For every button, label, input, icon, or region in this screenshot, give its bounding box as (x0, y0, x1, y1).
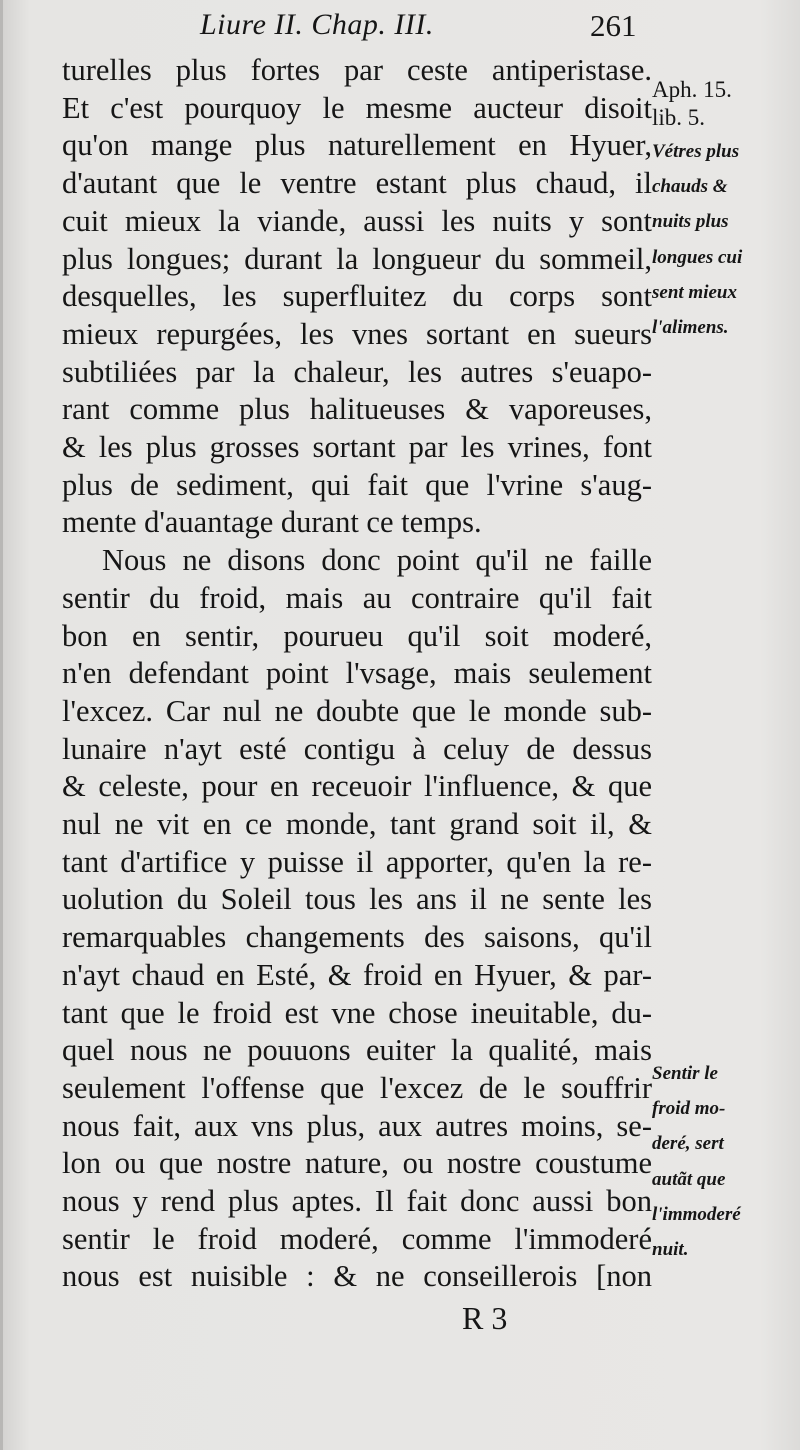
body-line: n'en defendant point l'vsage, mais seulement (62, 656, 652, 691)
margin-note-line: chauds & (652, 176, 728, 198)
catchword-signature: R 3 (462, 1300, 508, 1336)
body-line: & les plus grosses sortant par les vrines, font (62, 430, 652, 464)
body-line: uolution du Soleil tous les ans il ne sente les (62, 882, 652, 917)
margin-note-line: l'immoderé (652, 1203, 741, 1225)
running-title: Liure II. Chap. III. (200, 8, 434, 41)
body-line: tant que le froid est vne chose ineuitable, du- (62, 995, 652, 1030)
margin-note-line: Sentir le (652, 1063, 718, 1084)
body-line: mente d'auantage durant ce temps. (62, 505, 482, 540)
margin-note-line: deré, sert (652, 1133, 724, 1155)
margin-note-line: autãt que (652, 1168, 726, 1190)
body-line: bon en sentir, pourueu qu'il soit moderé, (62, 618, 652, 653)
body-line: desquelles, les superfluitez du corps sont (62, 279, 652, 314)
body-line: rant comme plus halitueuses & vaporeuses, (62, 392, 652, 427)
margin-note-line: l'alimens. (652, 316, 729, 338)
body-line: plus de sediment, qui fait que l'vrine s'aug- (62, 467, 652, 502)
paragraph-start-line: Nous ne disons donc point qu'il ne faille (102, 543, 652, 578)
body-line: lon ou que nostre nature, ou nostre coustume (62, 1146, 652, 1181)
margin-note-line: nuits plus (652, 211, 729, 233)
margin-note-line: Vétres plus (652, 141, 740, 162)
margin-note-line: nuit. (652, 1238, 689, 1260)
body-line: qu'on mange plus naturellement en Hyuer, (62, 128, 652, 163)
body-line: turelles plus fortes par ceste antiperistase. (62, 53, 652, 87)
margin-note-line: sent mieux (652, 281, 737, 303)
body-line: nous fait, aux vns plus, aux autres moins, se- (62, 1108, 652, 1143)
body-line: remarquables changements des saisons, qu'il (62, 920, 652, 955)
body-line: nul ne vit en ce monde, tant grand soit il, & (62, 807, 652, 841)
body-line: l'excez. Car nul ne doubte que le monde sub- (62, 693, 652, 728)
body-line: sentir du froid, mais au contraire qu'il fait (62, 580, 652, 615)
body-line: Et c'est pourquoy le mesme aucteur disoit (62, 90, 652, 125)
body-line: nous est nuisible : & ne conseillerois [non (62, 1259, 652, 1294)
body-line: plus longues; durant la longueur du sommeil, (62, 241, 652, 276)
margin-note-moderate-cold (652, 1062, 797, 1273)
margin-note-line: longues cui (652, 246, 743, 268)
body-line: n'ayt chaud en Esté, & froid en Hyuer, & par- (62, 957, 652, 992)
margin-note-aphorism-reference (652, 76, 797, 132)
margin-note-winter-digestion (652, 140, 797, 351)
body-line: & celeste, pour en receuoir l'influence, & que (62, 769, 652, 804)
body-line: subtiliées par la chaleur, les autres s'euapo- (62, 354, 652, 389)
body-line: quel nous ne pouuons euiter la qualité, mais (62, 1033, 652, 1068)
margin-note-line: lib. 5. (652, 105, 706, 130)
body-line: cuit mieux la viande, aussi les nuits y sont (62, 203, 652, 238)
body-line: sentir le froid moderé, comme l'immoderé (62, 1221, 652, 1256)
body-line: tant d'artifice y puisse il apporter, qu'en la re- (62, 844, 652, 879)
page-gutter-edge (0, 0, 3, 1450)
body-line: lunaire n'ayt esté contigu à celuy de dessus (62, 731, 652, 766)
margin-note-line: froid mo- (652, 1098, 726, 1120)
body-line: nous y rend plus aptes. Il fait donc aussi bon (62, 1184, 652, 1218)
margin-note-line: Aph. 15. (652, 77, 732, 102)
body-line: mieux repurgées, les vnes sortant en sueurs (62, 316, 652, 351)
page-number: 261 (590, 8, 637, 43)
body-line: d'autant que le ventre estant plus chaud, il (62, 166, 652, 201)
body-line: seulement l'offense que l'excez de le souffrir (62, 1070, 652, 1105)
